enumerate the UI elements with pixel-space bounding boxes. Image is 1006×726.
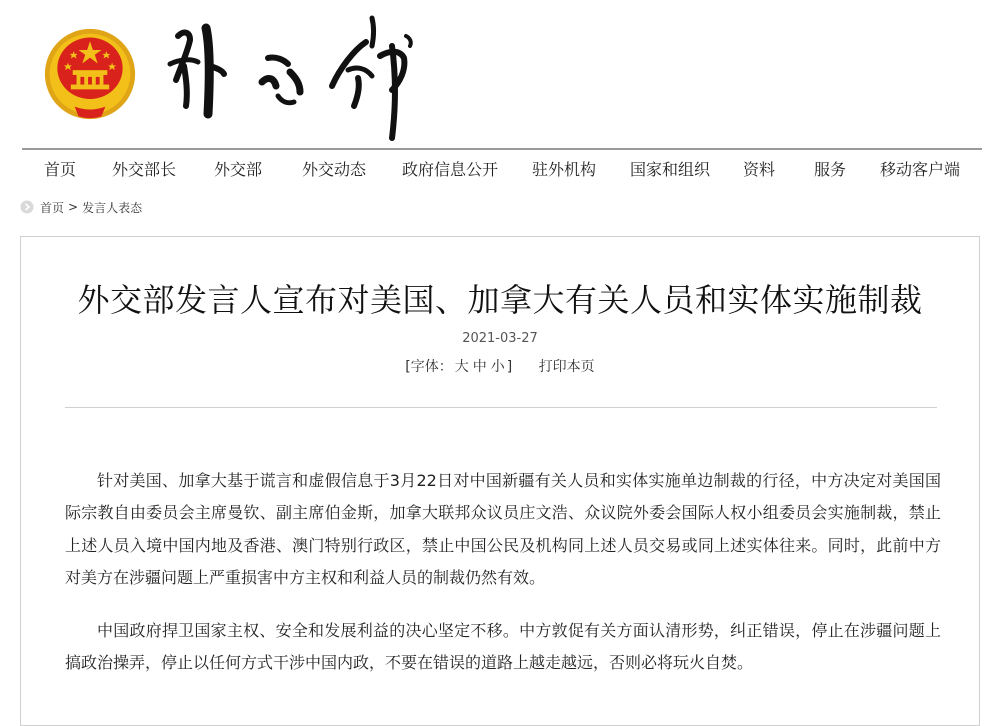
article-date: 2021-03-27 [462, 331, 538, 346]
font-size-suffix: ] [506, 359, 513, 375]
nav-item-news[interactable]: 外交动态 [302, 160, 367, 179]
site-header [0, 0, 1006, 179]
calligraphy-logo-icon[interactable] [160, 6, 430, 142]
national-emblem-icon[interactable] [42, 26, 138, 122]
article-panel [20, 236, 980, 726]
nav-item-services[interactable]: 服务 [814, 160, 847, 179]
main-nav [22, 148, 982, 190]
breadcrumb [20, 198, 142, 216]
print-page-button[interactable]: 打印本页 [538, 359, 595, 375]
article-paragraph: 针对美国、加拿大基于谎言和虚假信息于3月22日对中国新疆有关人员和实体实施单边制裁的行径，中方决定对美国国际宗教自由委员会主席曼钦、副主席伯金斯，加拿大联邦众议员庄文浩、众议院外委会国际人权小组委员会实施制裁，禁止上述人员入境中国内地及香港、澳门特别行政区，禁止中国公民及机构同上述人员交易或同上述实体往来。同时，此前中方对美方在涉疆问题上严重损害中方主权和利益人员的制裁仍然有效。 [65, 471, 941, 588]
breadcrumb-home[interactable]: 首页 [40, 200, 65, 215]
font-size-large-button[interactable]: 大 [454, 359, 469, 375]
article-paragraph: 中国政府捍卫国家主权、安全和发展利益的决心坚定不移。中方敦促有关方面认清形势，纠正错误，停止在涉疆问题上搞政治操弄，停止以任何方式干涉中国内政，不要在错误的道路上越走越远，否则必将玩火自焚。 [65, 620, 941, 673]
divider [65, 407, 937, 408]
article-title: 外交部发言人宣布对美国、加拿大有关人员和实体实施制裁 [77, 281, 923, 319]
nav-item-gov-info[interactable]: 政府信息公开 [402, 160, 499, 179]
font-size-prefix: [字体： [405, 359, 453, 375]
nav-item-minister[interactable]: 外交部长 [112, 160, 177, 179]
article-body [65, 465, 941, 699]
nav-item-mobile-client[interactable]: 移动客户端 [880, 160, 961, 179]
breadcrumb-separator: > [68, 200, 79, 214]
circle-arrow-icon [20, 200, 34, 214]
nav-item-missions[interactable]: 驻外机构 [532, 160, 597, 179]
nav-item-ministry[interactable]: 外交部 [214, 160, 263, 179]
nav-item-resources[interactable]: 资料 [743, 160, 776, 179]
breadcrumb-current[interactable]: 发言人表态 [82, 200, 143, 215]
font-size-small-button[interactable]: 小 [490, 359, 505, 375]
article-tools [21, 356, 979, 376]
nav-item-countries[interactable]: 国家和组织 [630, 160, 711, 179]
font-size-medium-button[interactable]: 中 [472, 359, 487, 375]
nav-item-home[interactable]: 首页 [44, 160, 77, 179]
